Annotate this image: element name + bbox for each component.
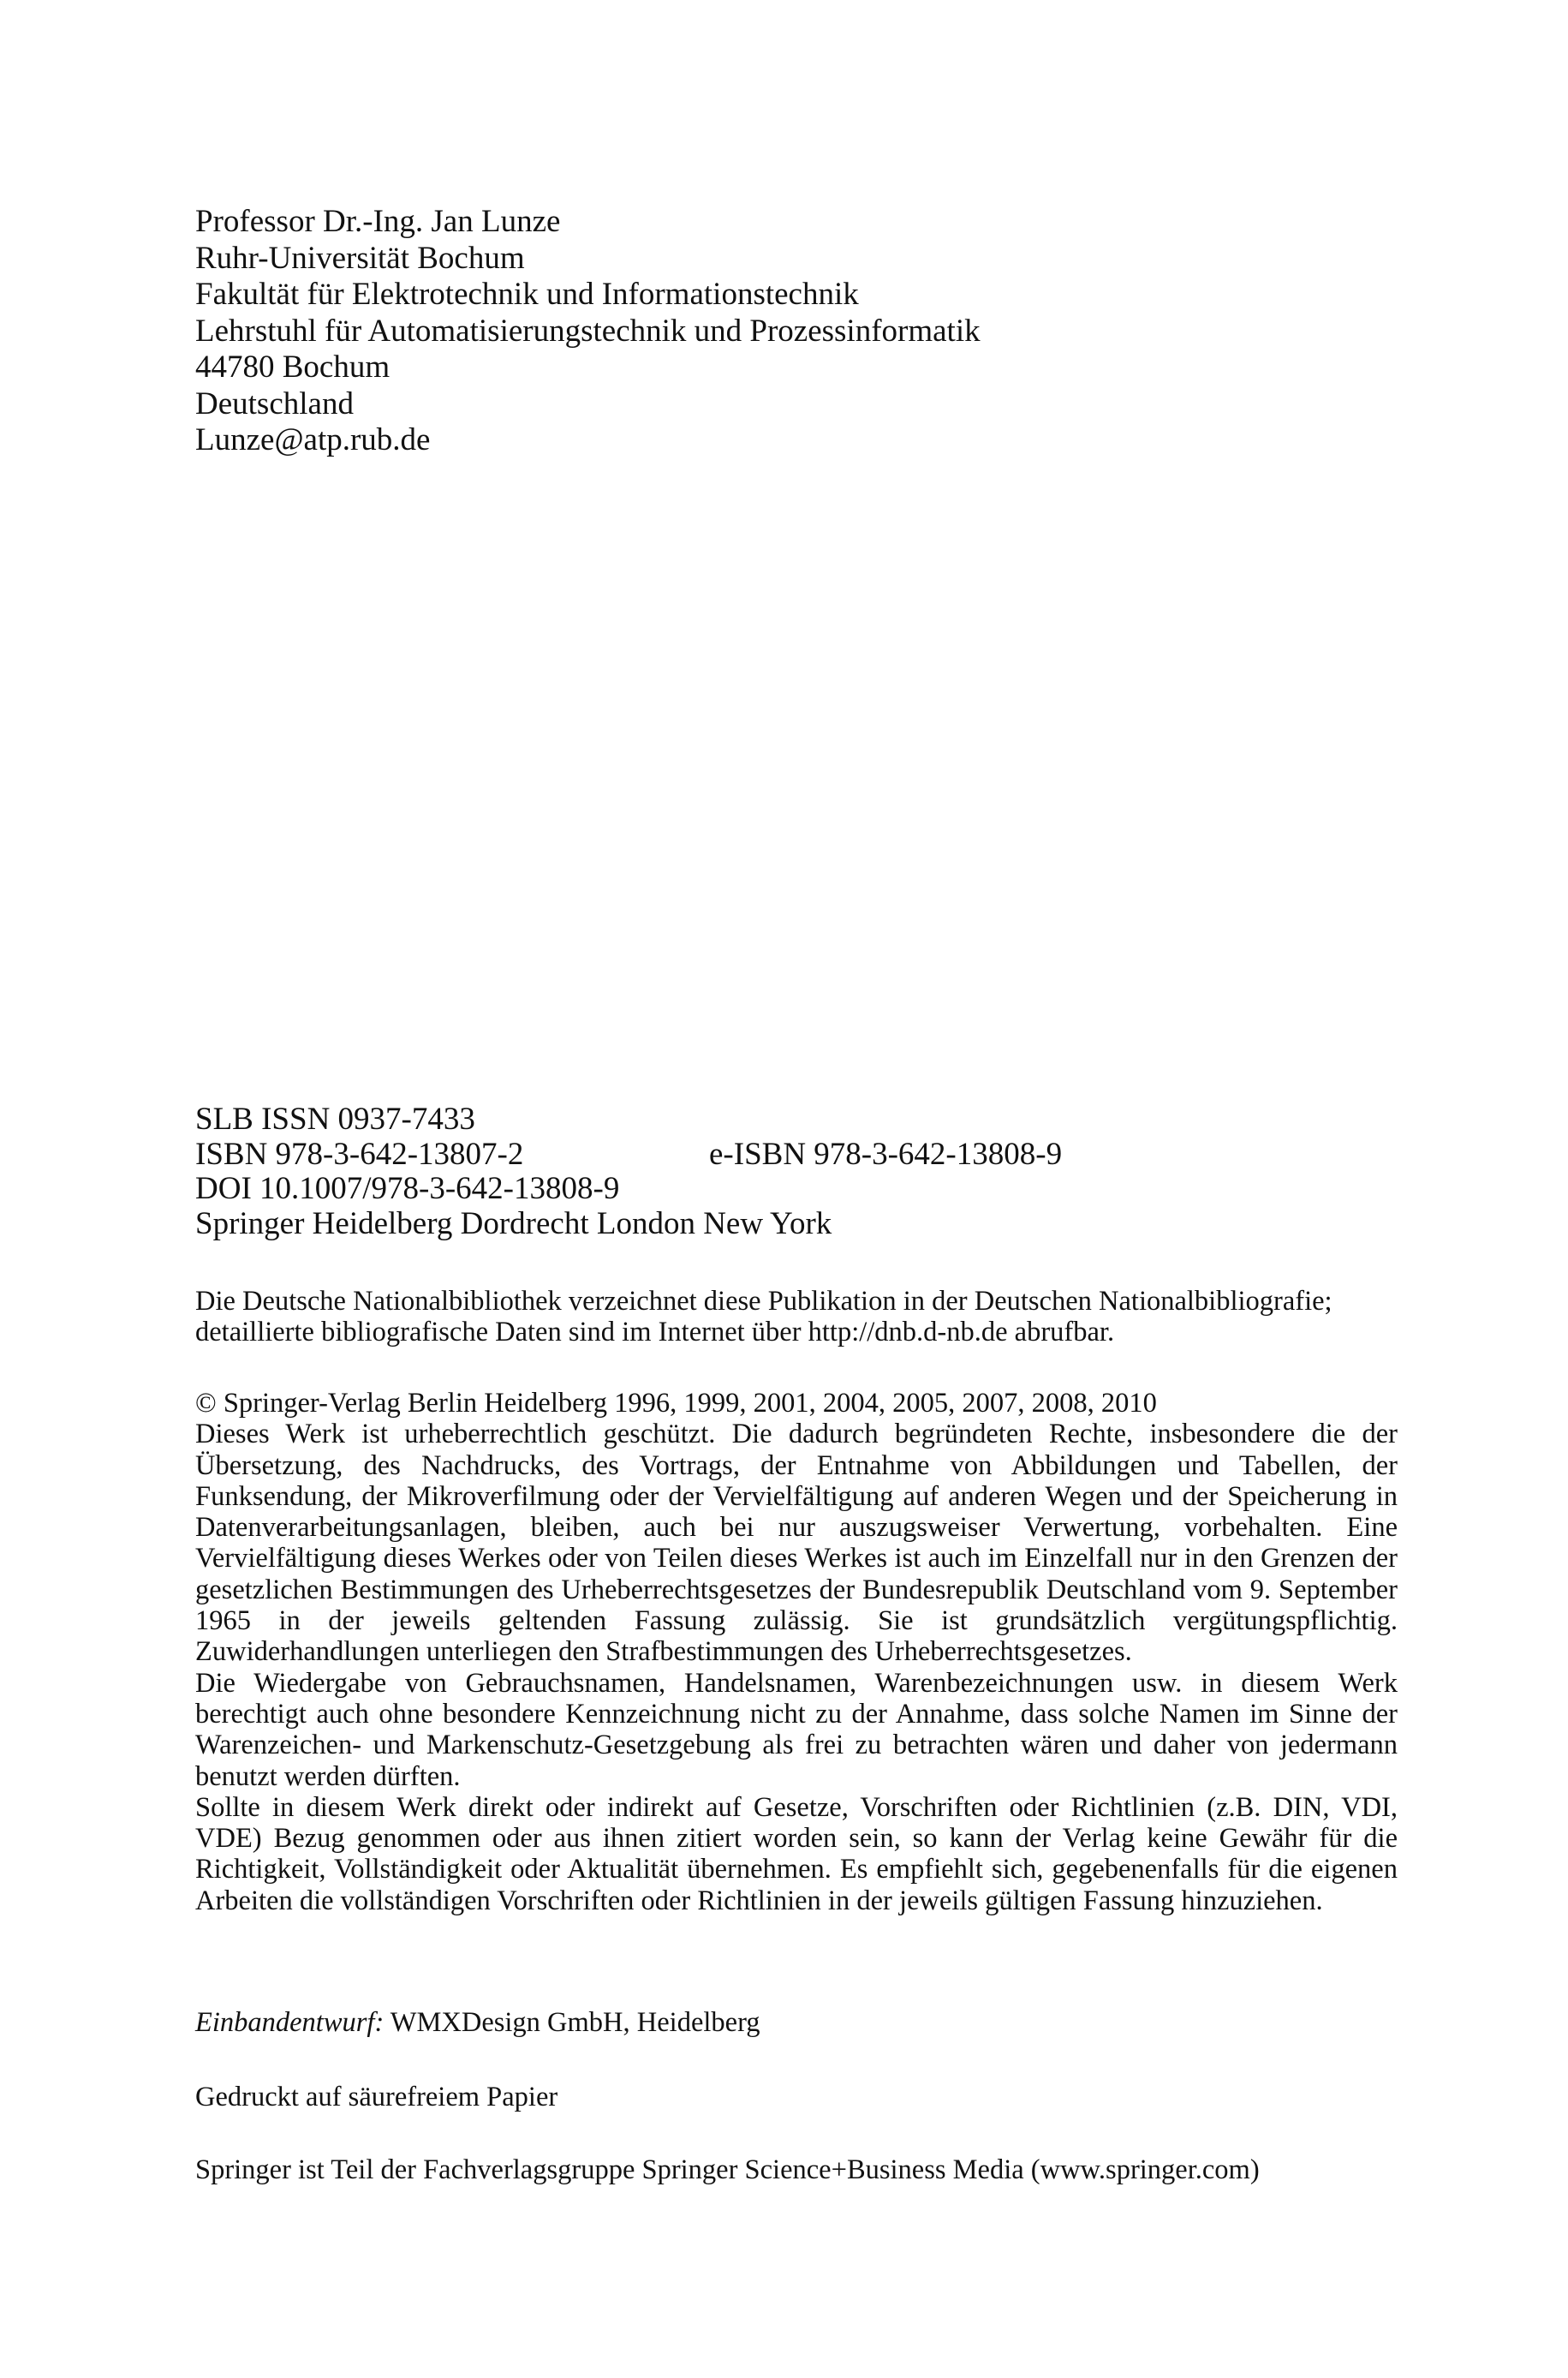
copyright-paragraph-liability: Sollte in diesem Werk direkt oder indirekt auf Gesetze, Vorschriften oder Richtlinien (z.B. DIN, VDI, VDE) Bezug genommen oder aus ihnen zitiert worden sein, so kann der Verlag keine Gewähr für die Richtigkeit, Vollständigkeit oder Aktualität übernehmen. Es empfiehlt sich, gegebenenfalls für die eigenen Arbeiten die vollständigen Vorschriften oder Richtlinien in der jeweils gültigen Fassung hinzuziehen. [195, 1791, 1398, 1916]
author-university: Ruhr-Universität Bochum [195, 240, 525, 276]
cover-design-value: WMXDesign GmbH, Heidelberg [384, 2007, 760, 2038]
copyright-paragraph-trademarks: Die Wiedergabe von Gebrauchsnamen, Handelsnamen, Warenbezeichnungen usw. in diesem Werk berechtigt auch ohne besondere Kennzeichnung nicht zu der Annahme, dass solche Namen im Sinne der Warenzeichen- und Markenschutz-Gesetzgebung als frei zu betrachten wären und daher von jedermann benutzt werden dürften. [195, 1667, 1398, 1792]
author-country: Deutschland [195, 385, 354, 421]
author-address [195, 204, 1394, 459]
dnb-line-1: Die Deutsche Nationalbibliothek verzeichnet diese Publikation in der Deutschen Nationalbibliografie; [195, 1286, 1333, 1317]
copyright-line: © Springer-Verlag Berlin Heidelberg 1996, 1999, 2001, 2004, 2005, 2007, 2008, 2010 [195, 1388, 1157, 1419]
acid-free-paper-note: Gedruckt auf säurefreiem Papier [195, 2082, 558, 2112]
dnb-notice [195, 1286, 1398, 1348]
copyright-paragraph-rights: Dieses Werk ist urheberrechtlich geschützt. Die dadurch begründeten Rechte, insbesondere die der Übersetzung, des Nachdrucks, des Vortrags, der Entnahme von Abbildungen und Tabellen, der Funksendung, der Mikroverfilmung oder der Vervielfältigung auf anderen Wegen und der Speicherung in Datenverarbeitungsanlagen, bleiben, auch bei nur auszugsweiser Verwertung, vorbehalten. Eine Vervielfältigung dieses Werkes oder von Teilen dieses Werkes ist auch im Einzelfall nur in den Grenzen der gesetzlichen Bestimmungen des Urheberrechtsgesetzes der Bundesrepublik Deutschland vom 9. September 1965 in der jeweils geltenden Fassung zulässig. Sie ist grundsätzlich vergütungspflichtig. Zuwiderhandlungen unterliegen den Strafbestimmungen des Urheberrechtsgesetzes. [195, 1419, 1398, 1668]
eisbn-line: e-ISBN 978-3-642-13808-9 [709, 1136, 1063, 1172]
issn-line: SLB ISSN 0937-7433 [195, 1102, 475, 1137]
cover-design-label: Einbandentwurf: [195, 2007, 385, 2038]
isbn-row [195, 1138, 1394, 1173]
author-email: Lunze@atp.rub.de [195, 422, 431, 457]
author-postal-city: 44780 Bochum [195, 350, 391, 385]
dnb-line-2: detaillierte bibliografische Daten sind im Internet über http://dnb.d-nb.de abrufbar. [195, 1317, 1115, 1348]
isbn-line: ISBN 978-3-642-13807-2 [195, 1136, 524, 1172]
copyright-notice [195, 1388, 1398, 1916]
cover-design-credit [195, 2007, 1394, 2038]
author-faculty: Fakultät für Elektrotechnik und Informationstechnik [195, 277, 859, 312]
author-chair: Lehrstuhl für Automatisierungstechnik und Prozessinformatik [195, 313, 981, 349]
doi-line: DOI 10.1007/978-3-642-13808-9 [195, 1171, 620, 1206]
publication-identifiers [195, 1102, 1394, 1241]
publisher-group-note: Springer ist Teil der Fachverlagsgruppe Springer Science+Business Media (www.springer.com) [195, 2154, 1260, 2185]
author-name: Professor Dr.-Ing. Jan Lunze [195, 204, 561, 239]
publisher-cities: Springer Heidelberg Dordrecht London New York [195, 1205, 832, 1241]
